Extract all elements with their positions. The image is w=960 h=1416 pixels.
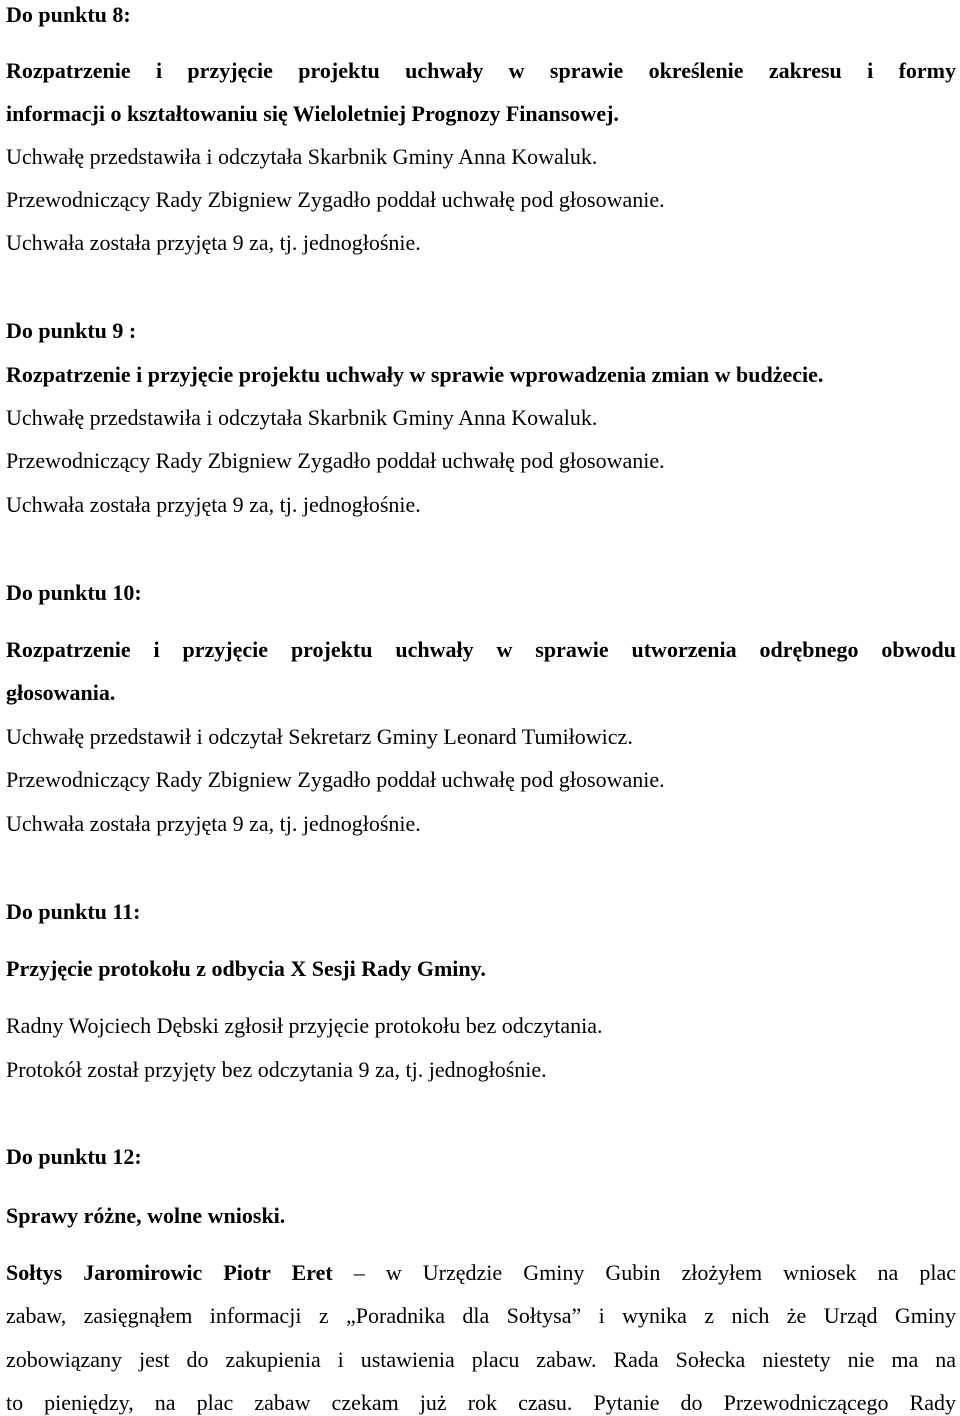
section-9-vote-call: Przewodniczący Rady Zbigniew Zygadło poddał uchwałę pod głosowanie.: [6, 448, 665, 473]
final-paragraph-line1: [6, 1262, 956, 1284]
final-paragraph-line3: zobowiązany jest do zakupienia i ustawienia placu zabaw. Rada Sołecka niestety nie ma na: [6, 1347, 956, 1372]
speaker-name: Sołtys Jaromirowic Piotr Eret: [6, 1260, 333, 1285]
section-11-motion: Radny Wojciech Dębski zgłosił przyjęcie protokołu bez odczytania.: [6, 1013, 603, 1038]
section-12-subject-line1: Sprawy różne, wolne wnioski.: [6, 1203, 286, 1228]
section-12-heading: Do punktu 12:: [6, 1144, 142, 1169]
section-10-heading: Do punktu 10:: [6, 580, 142, 605]
final-paragraph-line2: zabaw, zasięgnąłem informacji z „Poradnika dla Sołtysa” i wynika z nich że Urząd Gminy: [6, 1303, 956, 1328]
section-10-subject-line1: Rozpatrzenie i przyjęcie projektu uchwały w sprawie utworzenia odrębnego obwodu: [6, 637, 956, 662]
section-11-vote-result: Protokół został przyjęty bez odczytania 9 za, tj. jednogłośnie.: [6, 1057, 547, 1082]
final-paragraph-line1-rest: – w Urzędzie Gminy Gubin złożyłem wniosek na plac: [332, 1260, 956, 1285]
section-8-subject-line2: informacji o kształtowaniu się Wieloletniej Prognozy Finansowej.: [6, 101, 619, 126]
section-10-vote-result: Uchwała została przyjęta 9 za, tj. jednogłośnie.: [6, 811, 421, 836]
section-11-subject-line1: Przyjęcie protokołu z odbycia X Sesji Rady Gminy.: [6, 956, 486, 981]
section-8-presented-by: Uchwałę przedstawiła i odczytała Skarbnik Gminy Anna Kowaluk.: [6, 144, 598, 169]
section-8-vote-result: Uchwała została przyjęta 9 za, tj. jednogłośnie.: [6, 230, 421, 255]
section-9-presented-by: Uchwałę przedstawiła i odczytała Skarbnik Gminy Anna Kowaluk.: [6, 405, 598, 430]
section-10-vote-call: Przewodniczący Rady Zbigniew Zygadło poddał uchwałę pod głosowanie.: [6, 767, 665, 792]
section-9-vote-result: Uchwała została przyjęta 9 za, tj. jednogłośnie.: [6, 492, 421, 517]
section-8-vote-call: Przewodniczący Rady Zbigniew Zygadło poddał uchwałę pod głosowanie.: [6, 187, 665, 212]
section-8-subject-line1: Rozpatrzenie i przyjęcie projektu uchwały w sprawie określenie zakresu i formy: [6, 58, 956, 83]
section-9-subject-line1: Rozpatrzenie i przyjęcie projektu uchwały w sprawie wprowadzenia zmian w budżecie.: [6, 362, 824, 387]
section-10-presented-by: Uchwałę przedstawił i odczytał Sekretarz Gminy Leonard Tumiłowicz.: [6, 724, 633, 749]
section-11-heading: Do punktu 11:: [6, 899, 141, 924]
section-9-heading: Do punktu 9 :: [6, 318, 137, 343]
final-paragraph-line4: to pieniędzy, na plac zabaw czekam już rok czasu. Pytanie do Przewodniczącego Rady: [6, 1390, 956, 1415]
section-8-heading: Do punktu 8:: [6, 2, 131, 27]
section-10-subject-line2: głosowania.: [6, 680, 116, 705]
